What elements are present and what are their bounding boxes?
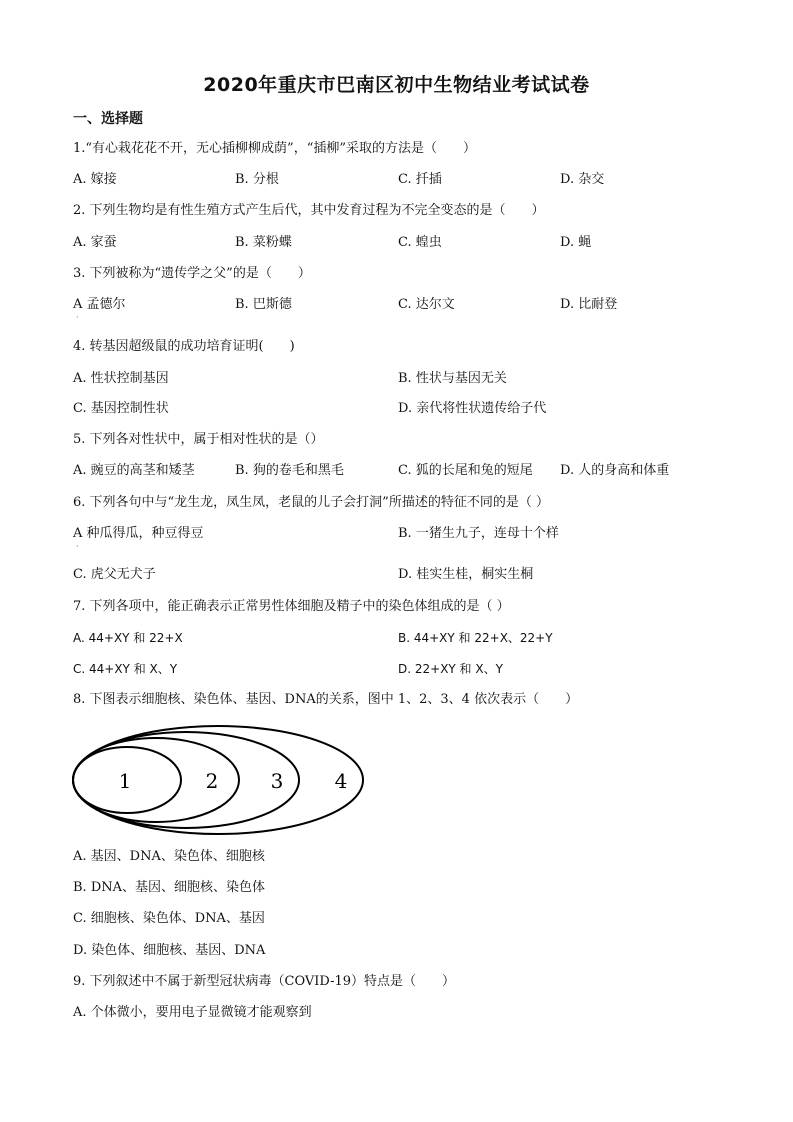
q3-option-d[interactable]: D. 比耐登 [560,297,618,312]
stray-dot-mark: · [76,542,79,551]
question-4-stem: 4. 转基因超级鼠的成功培育证明( ) [73,339,295,354]
q8-option-b[interactable]: B. DNA、基因、细胞核、染色体 [73,880,266,895]
q6-option-b[interactable]: B. 一猪生九子，连母十个样 [398,526,559,541]
q7-option-a[interactable]: A. 44+XY 和 22+X [73,631,183,645]
q2-option-a[interactable]: A. 家蚕 [73,235,117,250]
q7-option-c[interactable]: C. 44+XY 和 X、Y [73,662,178,676]
q8-option-d[interactable]: D. 染色体、细胞核、基因、DNA [73,943,266,958]
question-3-stem: 3. 下列被称为“遗传学之父”的是（ ） [73,266,311,281]
q4-option-d[interactable]: D. 亲代将性状遗传给子代 [398,401,547,416]
q3-option-a[interactable]: A 孟德尔 [73,297,126,312]
question-6-stem: 6. 下列各句中与“龙生龙，凤生凤，老鼠的儿子会打洞”所描述的特征不同的是（ ） [73,495,549,510]
q3-option-c[interactable]: C. 达尔文 [398,297,455,312]
question-7-stem: 7. 下列各项中，能正确表示正常男性体细胞及精子中的染色体组成的是（ ） [73,599,510,614]
diagram-label-4: 4 [334,769,348,793]
q1-option-d[interactable]: D. 杂交 [560,172,605,187]
nested-ellipse-diagram [68,722,378,842]
q7-option-d[interactable]: D. 22+XY 和 X、Y [398,662,503,676]
q6-option-d[interactable]: D. 桂实生桂，桐实生桐 [398,567,534,582]
question-1-stem: 1.“有心栽花花不开，无心插柳柳成荫”，“插柳”采取的方法是（ ） [73,141,476,156]
question-9-stem: 9. 下列叙述中不属于新型冠状病毒（COVID-19）特点是（ ） [73,974,456,989]
q9-option-a[interactable]: A. 个体微小，要用电子显微镜才能观察到 [73,1005,312,1020]
q8-option-c[interactable]: C. 细胞核、染色体、DNA、基因 [73,911,265,926]
q4-option-c[interactable]: C. 基因控制性状 [73,401,169,416]
q3-option-b[interactable]: B. 巴斯德 [235,297,292,312]
q1-option-b[interactable]: B. 分根 [235,172,279,187]
diagram-label-1: 1 [118,769,132,793]
question-2-stem: 2. 下列生物均是有性生殖方式产生后代，其中发育过程为不完全变态的是（ ） [73,203,545,218]
q5-option-b[interactable]: B. 狗的卷毛和黑毛 [235,463,344,478]
question-8-stem: 8. 下图表示细胞核、染色体、基因、DNA的关系，图中 1、2、3、4 依次表示（ ） [73,692,579,707]
section-heading: 一、选择题 [73,111,143,127]
q5-option-a[interactable]: A. 豌豆的高茎和矮茎 [73,463,195,478]
q7-option-b[interactable]: B. 44+XY 和 22+X、22+Y [398,631,553,645]
q5-option-d[interactable]: D. 人的身高和体重 [560,463,670,478]
q4-option-b[interactable]: B. 性状与基因无关 [398,371,507,386]
diagram-label-3: 3 [270,769,284,793]
q8-option-a[interactable]: A. 基因、DNA、染色体、细胞核 [73,849,265,864]
q5-option-c[interactable]: C. 狐的长尾和兔的短尾 [398,463,533,478]
q2-option-b[interactable]: B. 菜粉蝶 [235,235,292,250]
q2-option-c[interactable]: C. 蝗虫 [398,235,442,250]
q6-option-a[interactable]: A 种瓜得瓜，种豆得豆 [73,526,204,541]
q4-option-a[interactable]: A. 性状控制基因 [73,371,169,386]
q6-option-c[interactable]: C. 虎父无犬子 [73,567,156,582]
q1-option-c[interactable]: C. 扦插 [398,172,442,187]
stray-dot-mark: · [76,313,79,322]
q2-option-d[interactable]: D. 蝇 [560,235,592,250]
exam-title: 2020年重庆市巴南区初中生物结业考试试卷 [203,74,590,96]
q1-option-a[interactable]: A. 嫁接 [73,172,117,187]
question-5-stem: 5. 下列各对性状中，属于相对性状的是（） [73,432,324,447]
diagram-label-2: 2 [205,769,219,793]
